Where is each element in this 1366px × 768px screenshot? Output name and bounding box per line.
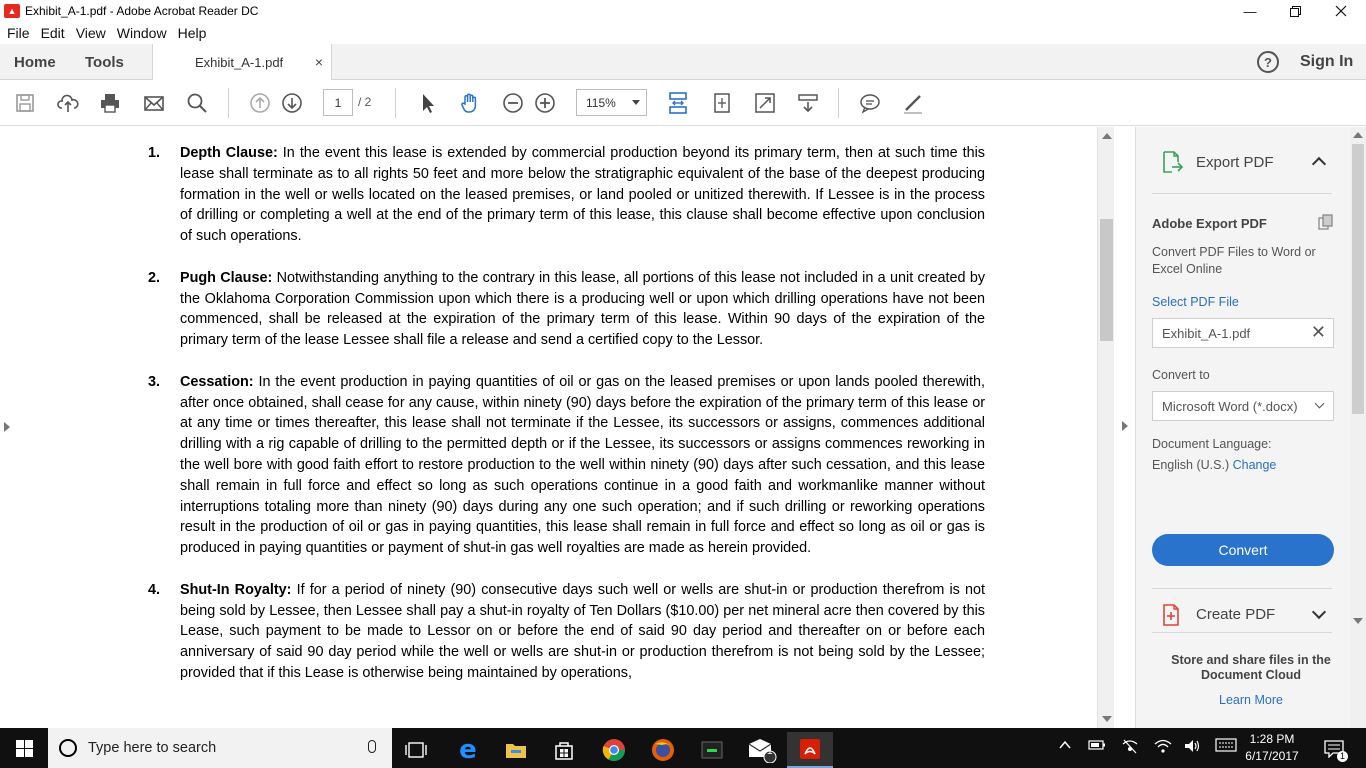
title-bar [0,0,1366,22]
clause-number: 4. [148,581,161,598]
taskbar-date: 6/17/2017 [1245,749,1299,763]
create-pdf-title[interactable]: Create PDF [1196,606,1276,623]
pen-icon [902,92,924,114]
change-language-link[interactable]: Change [1232,458,1277,472]
page-scroll-icon [667,92,689,114]
clause-depth [148,143,988,247]
network-status-icon[interactable] [1121,738,1139,754]
comment-icon [859,92,881,114]
windows-logo-icon [16,740,33,757]
folder-icon [505,741,527,759]
email-button[interactable] [141,90,167,116]
hand-tool-button[interactable] [457,90,483,116]
learn-more-link[interactable]: Learn More [1219,693,1283,707]
panel-divider [1152,588,1332,589]
clause-number: 1. [148,145,161,161]
edge-taskbar-button[interactable] [445,732,491,768]
export-description: Convert PDF Files to Word or Excel Online [1152,245,1316,276]
menu-file[interactable]: File [7,25,30,41]
read-mode-button[interactable] [795,90,821,116]
clause-pugh [148,268,988,351]
battery-icon[interactable] [1088,738,1106,752]
toolbar-separator [395,88,396,118]
scroll-up-icon[interactable] [1102,133,1112,139]
tab-home[interactable]: Home [14,53,56,71]
chrome-icon [602,738,626,762]
selected-file-field[interactable] [1152,318,1334,348]
document-language-row [1152,457,1276,474]
page-number-input[interactable]: 1 [323,89,353,116]
wifi-icon[interactable] [1154,738,1172,754]
restore-button[interactable] [1272,0,1318,22]
print-button[interactable] [97,90,123,116]
save-button[interactable] [12,90,38,116]
restore-icon [1290,6,1301,17]
taskbar-clock[interactable] [1242,731,1302,765]
zoom-in-icon [534,92,556,114]
mail-badge-count: 1 [767,746,773,757]
document-language-value: English (U.S.) [1152,458,1230,472]
terminal-taskbar-button[interactable] [689,732,735,768]
menu-window[interactable]: Window [116,25,167,41]
document-language-label: Document Language: [1152,437,1272,451]
close-window-button[interactable] [1318,0,1364,22]
previous-page-button[interactable] [247,90,273,116]
zoom-level-select[interactable] [576,89,647,116]
window-title: Exhibit_A-1.pdf - Adobe Acrobat Reader DC [25,4,259,18]
clear-file-icon[interactable]: ✕ [1310,322,1326,342]
clause-text: Notwithstanding anything to the contrary in this lease, all portions of this lease not included in a unit created by the Oklahoma Corporation Commission upon which there is a producing well or upon which drilling operations have not been commenced, shall be released at the expiration of the primary term of this lease. Within 90 days of the expiration of the primary term of the lease Lessee shall file a release and send a certified copy to the Lessor. [180,269,986,349]
task-view-icon [405,742,427,758]
clause-body [180,143,985,247]
scrollbar-thumb[interactable] [1100,219,1113,341]
tab-document-label: Exhibit_A-1.pdf [195,55,284,70]
fit-page-button[interactable] [709,90,735,116]
store-bag-icon [553,740,575,760]
chevron-down-icon [1315,399,1325,409]
clause-number: 2. [148,269,161,286]
chevron-down-icon [632,100,640,105]
clause-heading: Shut-In Royalty: [180,581,292,598]
expand-left-panel-icon[interactable] [4,422,10,432]
task-view-button[interactable] [393,732,439,768]
read-mode-icon [797,92,819,114]
toolbar-separator [838,88,839,118]
toolbar-separator [228,88,229,118]
arrow-down-circle-icon [281,92,303,114]
convert-to-label: Convert to [1152,368,1210,382]
scroll-down-icon[interactable] [1102,716,1112,722]
document-cloud-promo: Store and share files in the Document Cloud [1171,653,1331,682]
close-icon [1335,5,1347,17]
create-pdf-icon [1162,603,1184,627]
volume-icon[interactable] [1183,738,1201,754]
tools-pane-scrollbar[interactable] [1350,127,1366,728]
panel-divider [1152,193,1332,194]
next-page-button[interactable] [279,90,305,116]
acrobat-icon [799,738,821,760]
right-panel-toggle-strip [1114,127,1136,728]
export-pdf-title[interactable]: Export PDF [1196,154,1274,171]
mail-taskbar-button[interactable] [739,732,785,768]
envelope-icon [143,92,165,114]
tab-tools[interactable]: Tools [85,53,124,71]
keyboard-icon[interactable] [1215,738,1237,752]
menu-help[interactable]: Help [177,25,207,41]
comment-button[interactable] [857,90,883,116]
scroll-down-icon[interactable] [1353,618,1363,624]
clause-body [180,372,985,559]
acrobat-icon: ▲ [4,4,20,18]
full-screen-icon [754,92,776,114]
zoom-level-value: 115% [586,95,616,110]
menu-view[interactable]: View [75,25,106,41]
zoom-in-button[interactable] [532,90,558,116]
clause-heading: Pugh Clause: [180,269,273,286]
scroll-up-icon[interactable] [1353,132,1363,138]
document-page [148,143,988,705]
tab-close-icon[interactable]: × [314,54,323,70]
search-icon [186,92,208,114]
action-center-badge: 1 [1337,751,1348,762]
clause-body [180,268,985,351]
search-button[interactable] [184,90,210,116]
document-scrollbar[interactable] [1097,127,1114,728]
selected-file-name: Exhibit_A-1.pdf [1162,325,1251,341]
clause-text: In the event production in paying quantities of oil or gas on the leased premises or upon lands pooled therewith, after once obtained, shall cease for any cause, within ninety (90) days before the expiration of the primary term of this lease or at any time or times thereafter, this lease shall not terminate if the Lessee, its successors or assigns, commences additional drilling with a rig capable of drilling to the permitted depth or if the Lessee, its successors or assigns commences reworking in the well bore with good faith effort to restore production to the well within ninety (90) days after such cessation, and this lease shall remain in full force and effect so long as such operations continue in a good faith and workmanlike manner without interruptions totaling more than ninety (90) days during any one such operation; and if such drilling or reworking operations result in the production of oil or gas in paying quantities, this lease shall remain in full force and effect so long as oil or gas is produced in paying quantities or payment of shut-in gas well royalties are made as herein provided. [180,373,985,557]
scroll-mode-button[interactable] [665,90,691,116]
convert-format-value: Microsoft Word (*.docx) [1162,398,1298,414]
menu-bar [0,22,1366,44]
microphone-icon[interactable] [368,740,376,753]
taskbar-time: 1:28 PM [1249,732,1295,746]
sign-in-button[interactable]: Sign In [1300,53,1354,70]
clause-shut-in-royalty [148,580,988,684]
clause-number: 3. [148,373,161,390]
store-taskbar-button[interactable] [541,732,587,768]
export-pdf-icon [1162,150,1184,174]
start-button[interactable] [0,728,48,768]
arrow-up-circle-icon [249,92,271,114]
upload-button[interactable] [55,90,81,116]
info-copy-icon[interactable] [1318,214,1334,230]
taskbar-search-placeholder: Type here to search [88,740,217,756]
clause-cessation [148,372,988,559]
zoom-out-button[interactable] [500,90,526,116]
full-screen-button[interactable] [752,90,778,116]
cursor-arrow-icon [417,92,439,114]
clause-heading: Depth Clause: [180,145,278,161]
terminal-icon [701,741,723,759]
convert-button[interactable]: Convert [1152,534,1334,566]
cloud-upload-icon [57,92,79,114]
save-icon [14,92,36,114]
printer-icon [99,92,121,114]
chrome-taskbar-button[interactable] [591,732,637,768]
zoom-out-icon [502,92,524,114]
select-tool-button[interactable] [415,90,441,116]
clause-text: If for a period of ninety (90) consecutive days such well or wells are shut-in or production therefrom is not being sold by Lessee, then Lessee shall pay a shut-in royalty of Ten Dollars ($10.00) per net mineral acre then covered by this Lease, such payment to be made to Lessor on or before the end of said 90 day period and thereafter on or before each anniversary of said 90 day period while the well or wells are shut-in or production therefrom is not being sold by the Lessee; provided that if this Lease is otherwise being maintained by operations, [180,581,985,681]
clause-body [180,580,985,684]
clause-text: In the event this lease is extended by commercial production beyond its primary term, then at such time this lease shall terminate as to all rights 50 feet and more below the stratigraphic equivalent of the base of the deepest producing formation in the well or wells located on the leased premises, or land pooled or unitized therewith. If Lessee is in the process of drilling or completing a well at the end of the primary term of this lease, this clause shall become effective upon conclusion of such operations. [180,145,985,245]
minimize-button[interactable]: — [1243,3,1257,19]
panel-divider [1152,632,1332,633]
clause-heading: Cessation: [180,373,254,390]
hand-icon [459,92,481,114]
acrobat-taskbar-button[interactable] [787,732,833,768]
collapse-right-panel-icon[interactable] [1122,421,1128,431]
menu-edit[interactable]: Edit [40,25,65,41]
taskbar-search[interactable] [48,728,392,768]
select-pdf-file-link[interactable]: Select PDF File [1152,295,1239,309]
file-explorer-taskbar-button[interactable] [493,732,539,768]
cortana-icon [59,739,77,757]
page-total: / 2 [358,95,372,109]
convert-format-select[interactable] [1152,391,1334,421]
firefox-icon [651,738,675,762]
tab-bar [0,44,1366,80]
firefox-taskbar-button[interactable] [640,732,686,768]
tab-document[interactable] [152,44,332,81]
fill-sign-button[interactable] [900,90,926,116]
adobe-export-heading: Adobe Export PDF [1152,216,1267,231]
edge-icon: e [459,735,477,765]
help-icon[interactable]: ? [1257,51,1279,73]
scrollbar-thumb[interactable] [1352,144,1364,414]
chevron-up-tray-icon[interactable] [1058,738,1072,752]
fit-page-icon [711,92,733,114]
